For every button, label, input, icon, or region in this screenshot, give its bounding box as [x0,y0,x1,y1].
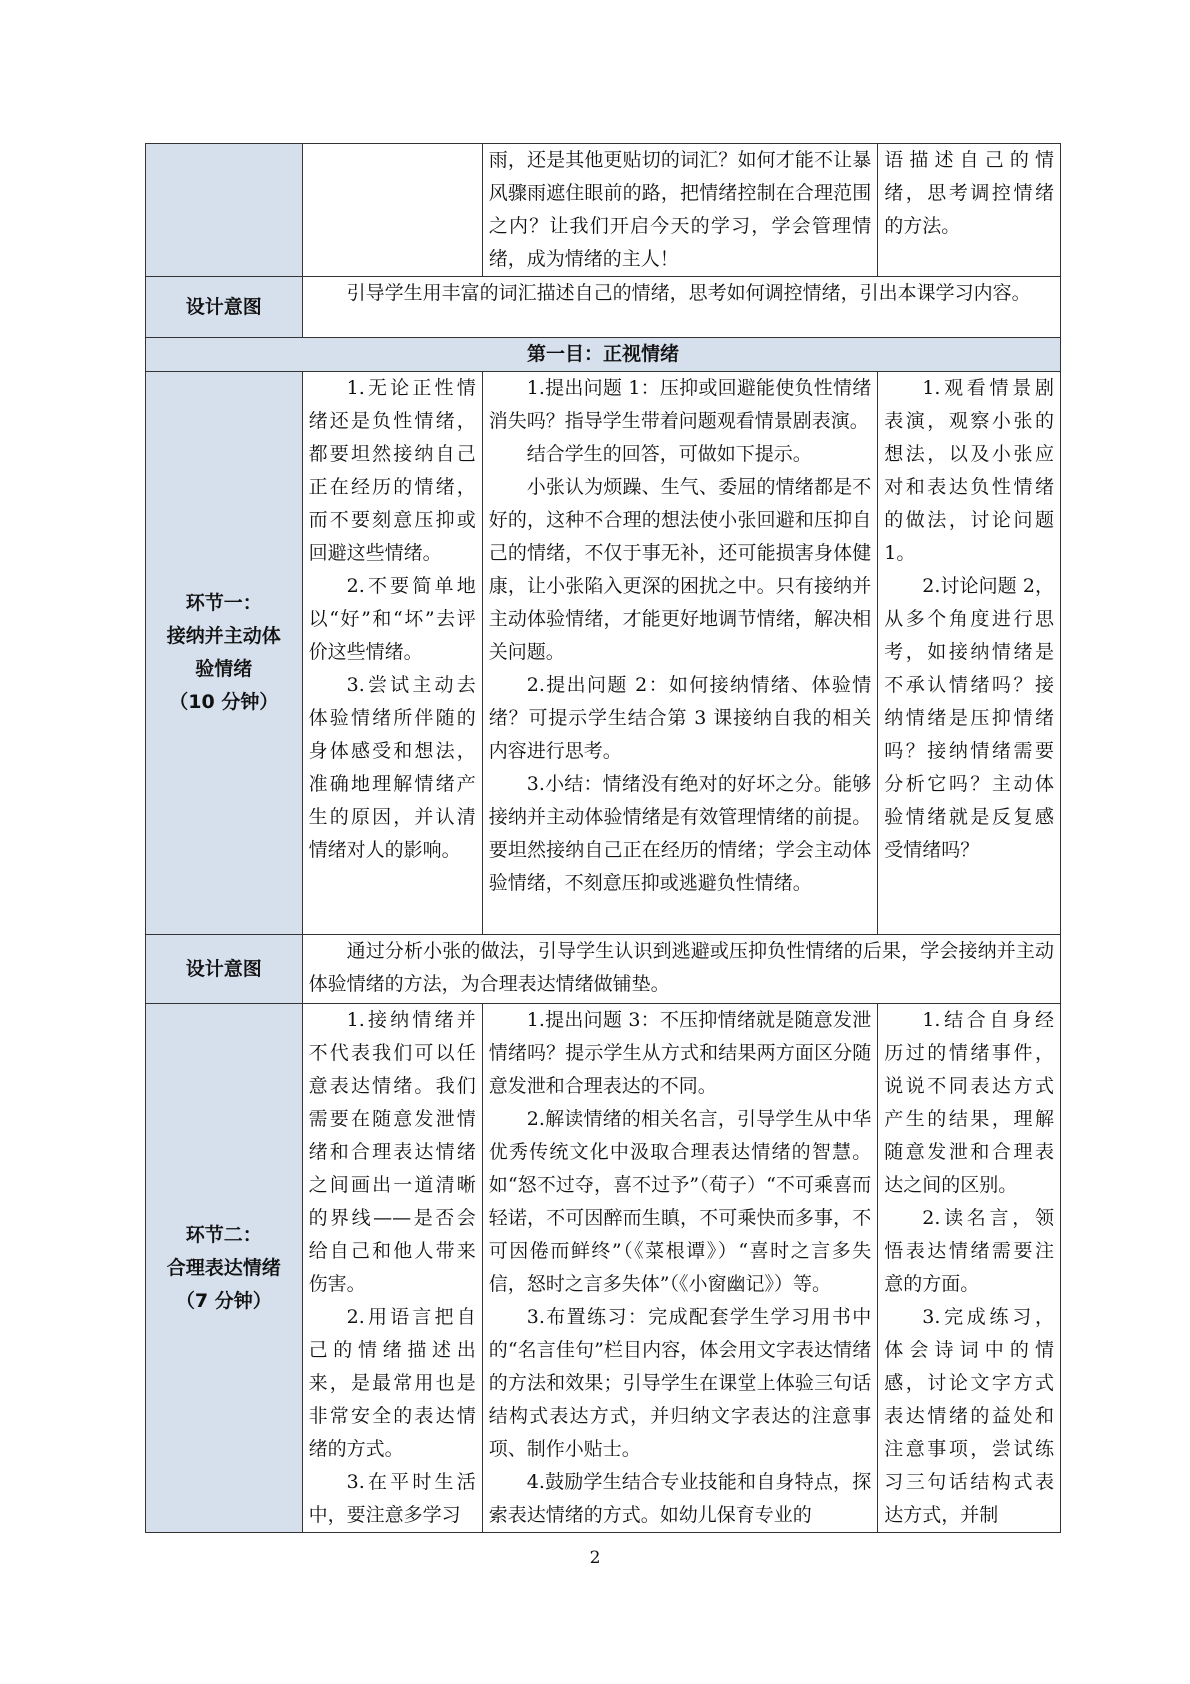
content-paragraph: 1.无论正性情绪还是负性情绪，都要坦然接纳自己正在经历的情绪，而不要刻意压抑或回避这些情绪。 [308,377,476,564]
content-paragraph: 1.接纳情绪并不代表我们可以任意表达情绪。我们需要在随意发泄情绪和合理表达情绪之间画出一道清晰的界线——是否会给自己和他人带来伤害。 [308,1009,476,1295]
student-paragraph: 1.结合自身经历过的情绪事件，说说不同表达方式产生的结果，理解随意发泄和合理表达之间的区别。 [884,1009,1054,1196]
step-label-line: 验情绪 [195,658,253,680]
section-heading: 第一目：正视情绪 [146,338,1061,372]
design-intent-text: 引导学生用丰富的词汇描述自己的情绪，思考如何调控情绪，引出本课学习内容。 [346,282,1031,304]
step-label-line: 环节二： [185,1223,262,1246]
table-row [146,1004,1061,1533]
step-label-line: （10 分钟） [169,691,279,713]
student-paragraph: 3.完成练习，体会诗词中的情感，讨论文字方式表达情绪的益处和注意事项，尝试练习三句话结构式表达方式，并制 [884,1306,1054,1526]
student-text: 语描述自己的情绪，思考调控情绪的方法。 [884,149,1054,237]
step-label-line: 环节一： [185,592,262,614]
content-paragraph: 3.在平时生活中，要注意多学习 [308,1471,476,1526]
content-cell-empty [302,144,482,277]
lesson-plan-table [145,143,1061,1533]
page-number: 2 [589,1548,601,1568]
design-intent-label: 设计意图 [146,277,303,338]
student-activity-cell [878,1004,1061,1533]
step-label [146,372,303,935]
content-paragraph: 3.尝试主动去体验情绪所伴随的身体感受和想法，准确地理解情绪产生的原因，并认清情绪对人的影响。 [308,674,476,861]
student-paragraph: 2.讨论问题 2，从多个角度进行思考，如接纳情绪是不承认情绪吗？接纳情绪是压抑情绪吗？接纳情绪需要分析它吗？主动体验情绪就是反复感受情绪吗？ [884,575,1054,861]
table-row [146,935,1061,1004]
content-paragraph: 2.不要简单地以“好”和“坏”去评价这些情绪。 [308,575,476,663]
student-paragraph: 2.读名言，领悟表达情绪需要注意的方面。 [884,1207,1054,1295]
student-paragraph: 1.观看情景剧表演，观察小张的想法，以及小张应对和表达负性情绪的做法，讨论问题 1。 [884,377,1054,564]
teacher-paragraph: 3.布置练习：完成配套学生学习用书中的“名言佳句”栏目内容，体会用文字表达情绪的方法和效果；引导学生在课堂上体验三句话结构式表达方式，并归纳文字表达的注意事项、制作小贴士。 [488,1306,872,1460]
table-row [146,372,1061,935]
design-intent-cell [302,277,1060,338]
teacher-activity-cell [482,144,877,277]
teacher-paragraph: 1.提出问题 3：不压抑情绪就是随意发泄情绪吗？提示学生从方式和结果两方面区分随意发泄和合理表达的不同。 [488,1009,872,1097]
step-label-line: （7 分钟） [175,1289,272,1312]
student-activity-cell [878,372,1061,935]
table-row [146,277,1061,338]
label-cell-empty [146,144,303,277]
teacher-paragraph: 结合学生的回答，可做如下提示。 [526,443,812,465]
teacher-paragraph: 2.解读情绪的相关名言，引导学生从中华优秀传统文化中汲取合理表达情绪的智慧。如“怒不过夺，喜不过予”（荀子）“不可乘喜而轻诺，不可因醉而生瞋，不可乘快而多事，不可因倦而鲜终”（《菜根谭》）“喜时之言多失信，怒时之言多失体”（《小窗幽记》）等。 [488,1108,872,1295]
teacher-text: 雨，还是其他更贴切的词汇？如何才能不让暴风骤雨遮住眼前的路，把情绪控制在合理范围之内？让我们开启今天的学习，学会管理情绪，成为情绪的主人！ [488,149,872,270]
teacher-paragraph: 4.鼓励学生结合专业技能和自身特点，探索表达情绪的方式。如幼儿保育专业的 [488,1471,872,1526]
content-cell [302,1004,482,1533]
step-label-line: 合理表达情绪 [166,1256,281,1279]
teacher-paragraph: 1.提出问题 1：压抑或回避能使负性情绪消失吗？指导学生带着问题观看情景剧表演。 [488,377,872,432]
step-label [146,1004,303,1533]
content-paragraph: 2.用语言把自己的情绪描述出来，是最常用也是非常安全的表达情绪的方式。 [308,1306,476,1460]
teacher-activity-cell [482,372,877,935]
teacher-paragraph: 小张认为烦躁、生气、委屈的情绪都是不好的，这种不合理的想法使小张回避和压抑自己的情绪，不仅于事无补，还可能损害身体健康，让小张陷入更深的困扰之中。只有接纳并主动体验情绪，才能更好地调节情绪，解决相关问题。 [488,476,872,663]
teacher-activity-cell [482,1004,877,1533]
step-label-line: 接纳并主动体 [166,625,281,647]
content-cell [302,372,482,935]
table-row [146,338,1061,372]
table-row [146,144,1061,277]
teacher-paragraph: 2.提出问题 2：如何接纳情绪、体验情绪？可提示学生结合第 3 课接纳自我的相关内容进行思考。 [488,674,872,762]
design-intent-label: 设计意图 [146,935,303,1004]
teacher-paragraph: 3.小结：情绪没有绝对的好坏之分。能够接纳并主动体验情绪是有效管理情绪的前提。要坦然接纳自己正在经历的情绪；学会主动体验情绪，不刻意压抑或逃避负性情绪。 [488,773,872,894]
student-activity-cell [878,144,1061,277]
design-intent-cell [302,935,1060,1004]
design-intent-text: 通过分析小张的做法，引导学生认识到逃避或压抑负性情绪的后果，学会接纳并主动体验情绪的方法，为合理表达情绪做铺垫。 [308,940,1054,995]
